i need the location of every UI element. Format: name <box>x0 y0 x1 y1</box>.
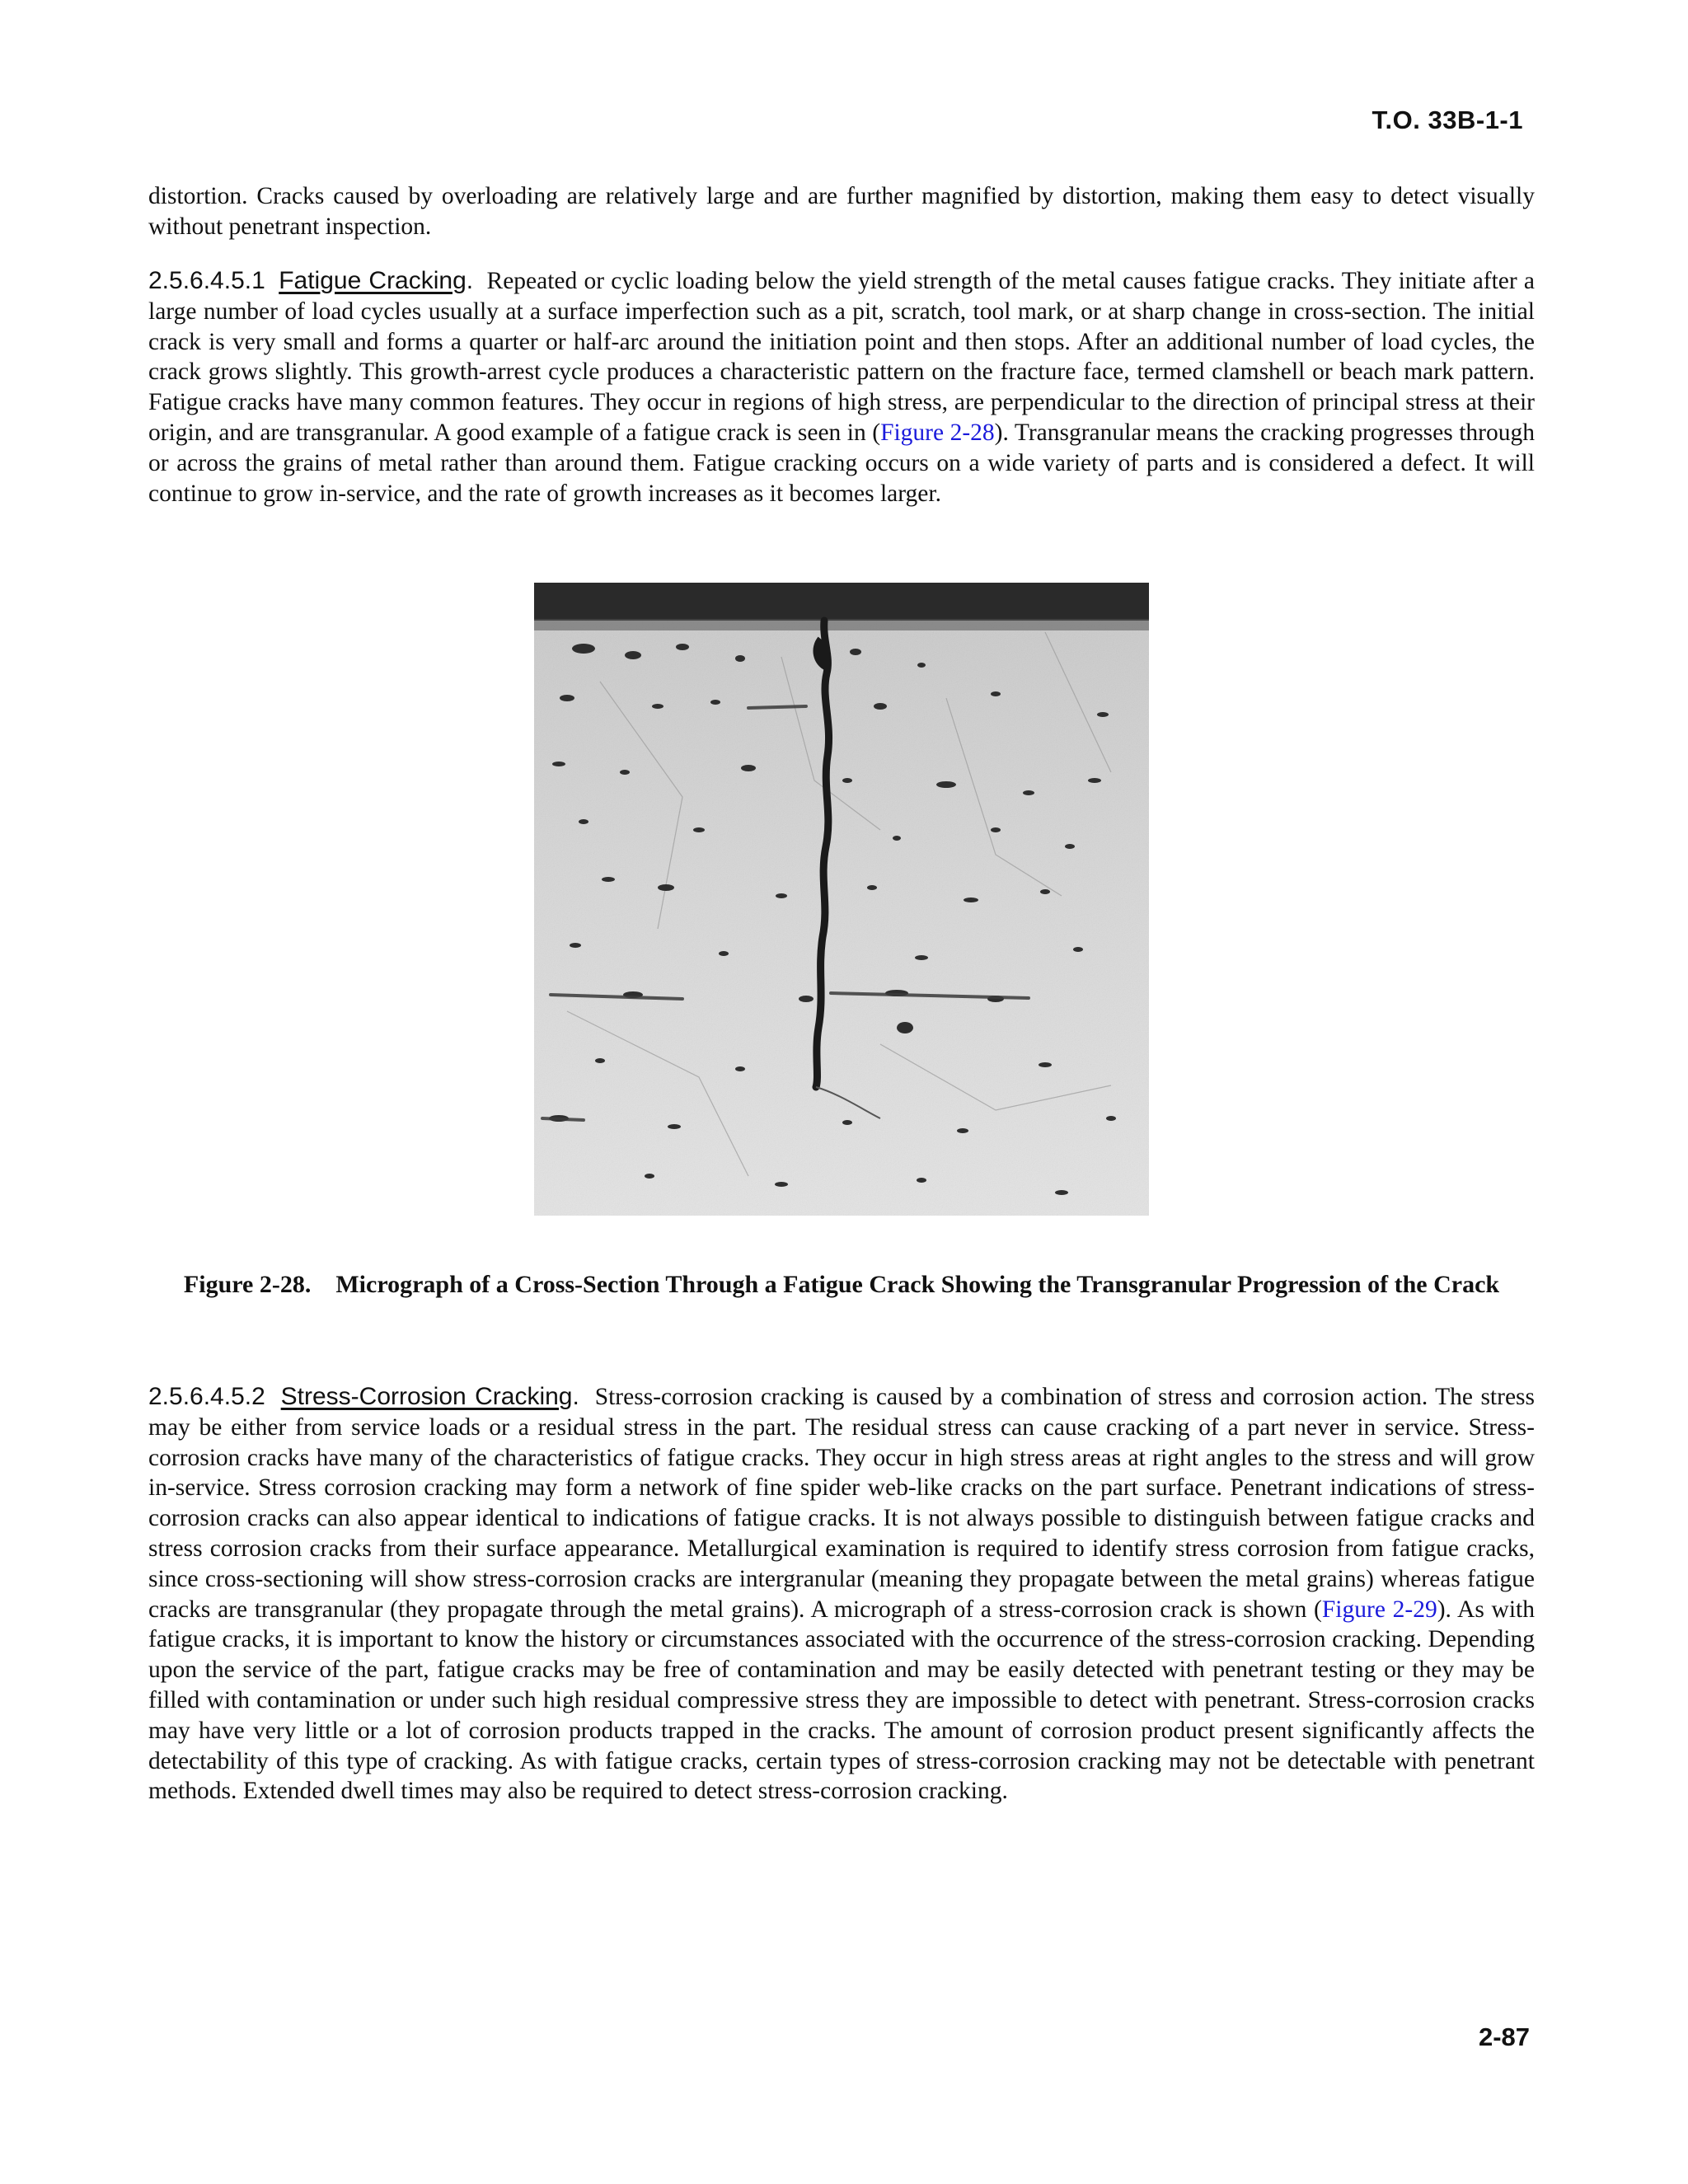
figure-label: Figure 2-28. <box>183 1271 312 1298</box>
section-number: 2.5.6.4.5.1 <box>148 267 265 294</box>
section-body-text: Repeated or cyclic loading below the yield strength of the metal causes fatigue cracks. They initiate after a large number of load cycles usually at a surface imperfection such as a pit, scratch, tool mark, or at sharp change in cross-section. The initial crack is very small and forms a quarter or half-arc around the initiation point and then stops. After an additional number of load cycles, the crack grows slightly. This growth-arrest cycle produces a characteristic pattern on the fracture face, termed clamshell or beach mark pattern. Fatigue cracks have many common features. They occur in regions of high stress, are perpendicular to the direction of principal stress at their origin, and are transgranular. A good example of a fatigue crack is seen in ( <box>148 268 1536 446</box>
figure-2-28-link[interactable]: Figure 2-28 <box>880 419 995 446</box>
continued-paragraph: distortion. Cracks caused by overloading are relatively large and are further magnified by distortion, making them easy to detect visually without penetrant inspection. <box>148 183 1535 240</box>
section-title: Fatigue Cracking <box>279 267 467 294</box>
section-body-text-cont: ). As with fatigue cracks, it is important to know the history or circumstances associated with the occurrence of the stress-corrosion cracking. Depending upon the service of the part, fatigue cracks may be free of contamination and may be easily detected with penetrant testing or they may be filled with contamination or under such high residual compressive stress they are impossible to detect with penetrant. Stress-corrosion cracks may have very little or a lot of corrosion products trapped in the cracks. The amount of corrosion product present significantly affects the detectability of this type of cracking. As with fatigue cracks, certain types of stress-corrosion cracking may not be detectable with penetrant methods. Extended dwell times may also be required to detect stress-corrosion cracking. <box>148 1596 1536 1805</box>
page-number: 2-87 <box>1478 2022 1530 2051</box>
document-id: T.O. 33B-1-1 <box>1372 105 1523 134</box>
figure-2-29-link[interactable]: Figure 2-29 <box>1321 1596 1437 1623</box>
micrograph-image <box>534 583 1149 1216</box>
micrograph-figure <box>534 583 1149 1216</box>
section-body-text: Stress-corrosion cracking is caused by a combination of stress and corrosion action. The stress may be either from service loads or a residual stress in the part. The residual stress can cause cracking of a part never in service. Stress-corrosion cracks have many of the characteristics of fatigue cracks. They occur in high stress areas at right angles to the stress and will grow in-service. Stress corrosion cracking may form a network of fine spider web-like cracks on the part surface. Penetrant indications of stress-corrosion cracks can also appear identical to indications of fatigue cracks. It is not always possible to distinguish between fatigue cracks and stress corrosion cracks from their surface appearance. Metallurgical examination is required to identify stress corrosion from fatigue cracks, since cross-sectioning will show stress-corrosion cracks are intergranular (meaning they propagate between the metal grains) whereas fatigue cracks are transgranular (they propagate through the metal grains). A micrograph of a stress-corrosion crack is shown ( <box>148 1384 1536 1623</box>
section-fatigue-cracking: 2.5.6.4.5.1 Fatigue Cracking. Repeated or cyclic loading below the yield strength of the metal causes fatigue cracks. They initiate after a large number of load cycles usually at a surface imperfection such as a pit, scratch, tool mark, or at sharp change in cross-section. The initial crack is very small and forms a quarter or half-arc around the initiation point and then stops. After an additional number of load cycles, the crack grows slightly. This growth-arrest cycle produces a characteristic pattern on the fracture face, termed clamshell or beach mark pattern. Fatigue cracks have many common features. They occur in regions of high stress, are perpendicular to the direction of principal stress at their origin, and are transgranular. A good example of a fatigue crack is seen in (Figure 2-28). Transgranular means the cracking progresses through or across the grains of metal rather than around them. Fatigue cracking occurs on a wide variety of parts and is considered a defect. It will continue to grow in-service, and the rate of growth increases as it becomes larger. <box>148 267 1536 507</box>
figure-caption <box>148 1269 1535 1301</box>
section-title: Stress-Corrosion Cracking <box>280 1383 573 1410</box>
section-number: 2.5.6.4.5.2 <box>148 1383 265 1410</box>
section-stress-corrosion-cracking: 2.5.6.4.5.2 Stress-Corrosion Cracking. Stress-corrosion cracking is caused by a combination of stress and corrosion action. The stress may be either from service loads or a residual stress in the part. The residual stress can cause cracking of a part never in service. Stress-corrosion cracks have many of the characteristics of fatigue cracks. They occur in high stress areas at right angles to the stress and will grow in-service. Stress corrosion cracking may form a network of fine spider web-like cracks on the part surface. Penetrant indications of stress-corrosion cracks can also appear identical to indications of fatigue cracks. It is not always possible to distinguish between fatigue cracks and stress corrosion cracks from their surface appearance. Metallurgical examination is required to identify stress corrosion from fatigue cracks, since cross-sectioning will show stress-corrosion cracks are intergranular (meaning they propagate between the metal grains) whereas fatigue cracks are transgranular (they propagate through the metal grains). A micrograph of a stress-corrosion crack is shown (Figure 2-29). As with fatigue cracks, it is important to know the history or circumstances associated with the occurrence of the stress-corrosion cracking. Depending upon the service of the part, fatigue cracks may be free of contamination and may be easily detected with penetrant testing or they may be filled with contamination or under such high residual compressive stress they are impossible to detect with penetrant. Stress-corrosion cracks may have very little or a lot of corrosion products trapped in the cracks. The amount of corrosion product present significantly affects the detectability of this type of cracking. As with fatigue cracks, certain types of stress-corrosion cracking may not be detectable with penetrant methods. Extended dwell times may also be required to detect stress-corrosion cracking. <box>148 1383 1536 1805</box>
section-body-text-cont: ). Transgranular means the cracking progresses through or across the grains of metal rather than around them. Fatigue cracking occurs on a wide variety of parts and is considered a defect. It will continue to grow in-service, and the rate of growth increases as it becomes larger. <box>148 419 1535 507</box>
figure-caption-text: Micrograph of a Cross-Section Through a Fatigue Crack Showing the Transgranular Progression of the Crack <box>335 1271 1500 1298</box>
